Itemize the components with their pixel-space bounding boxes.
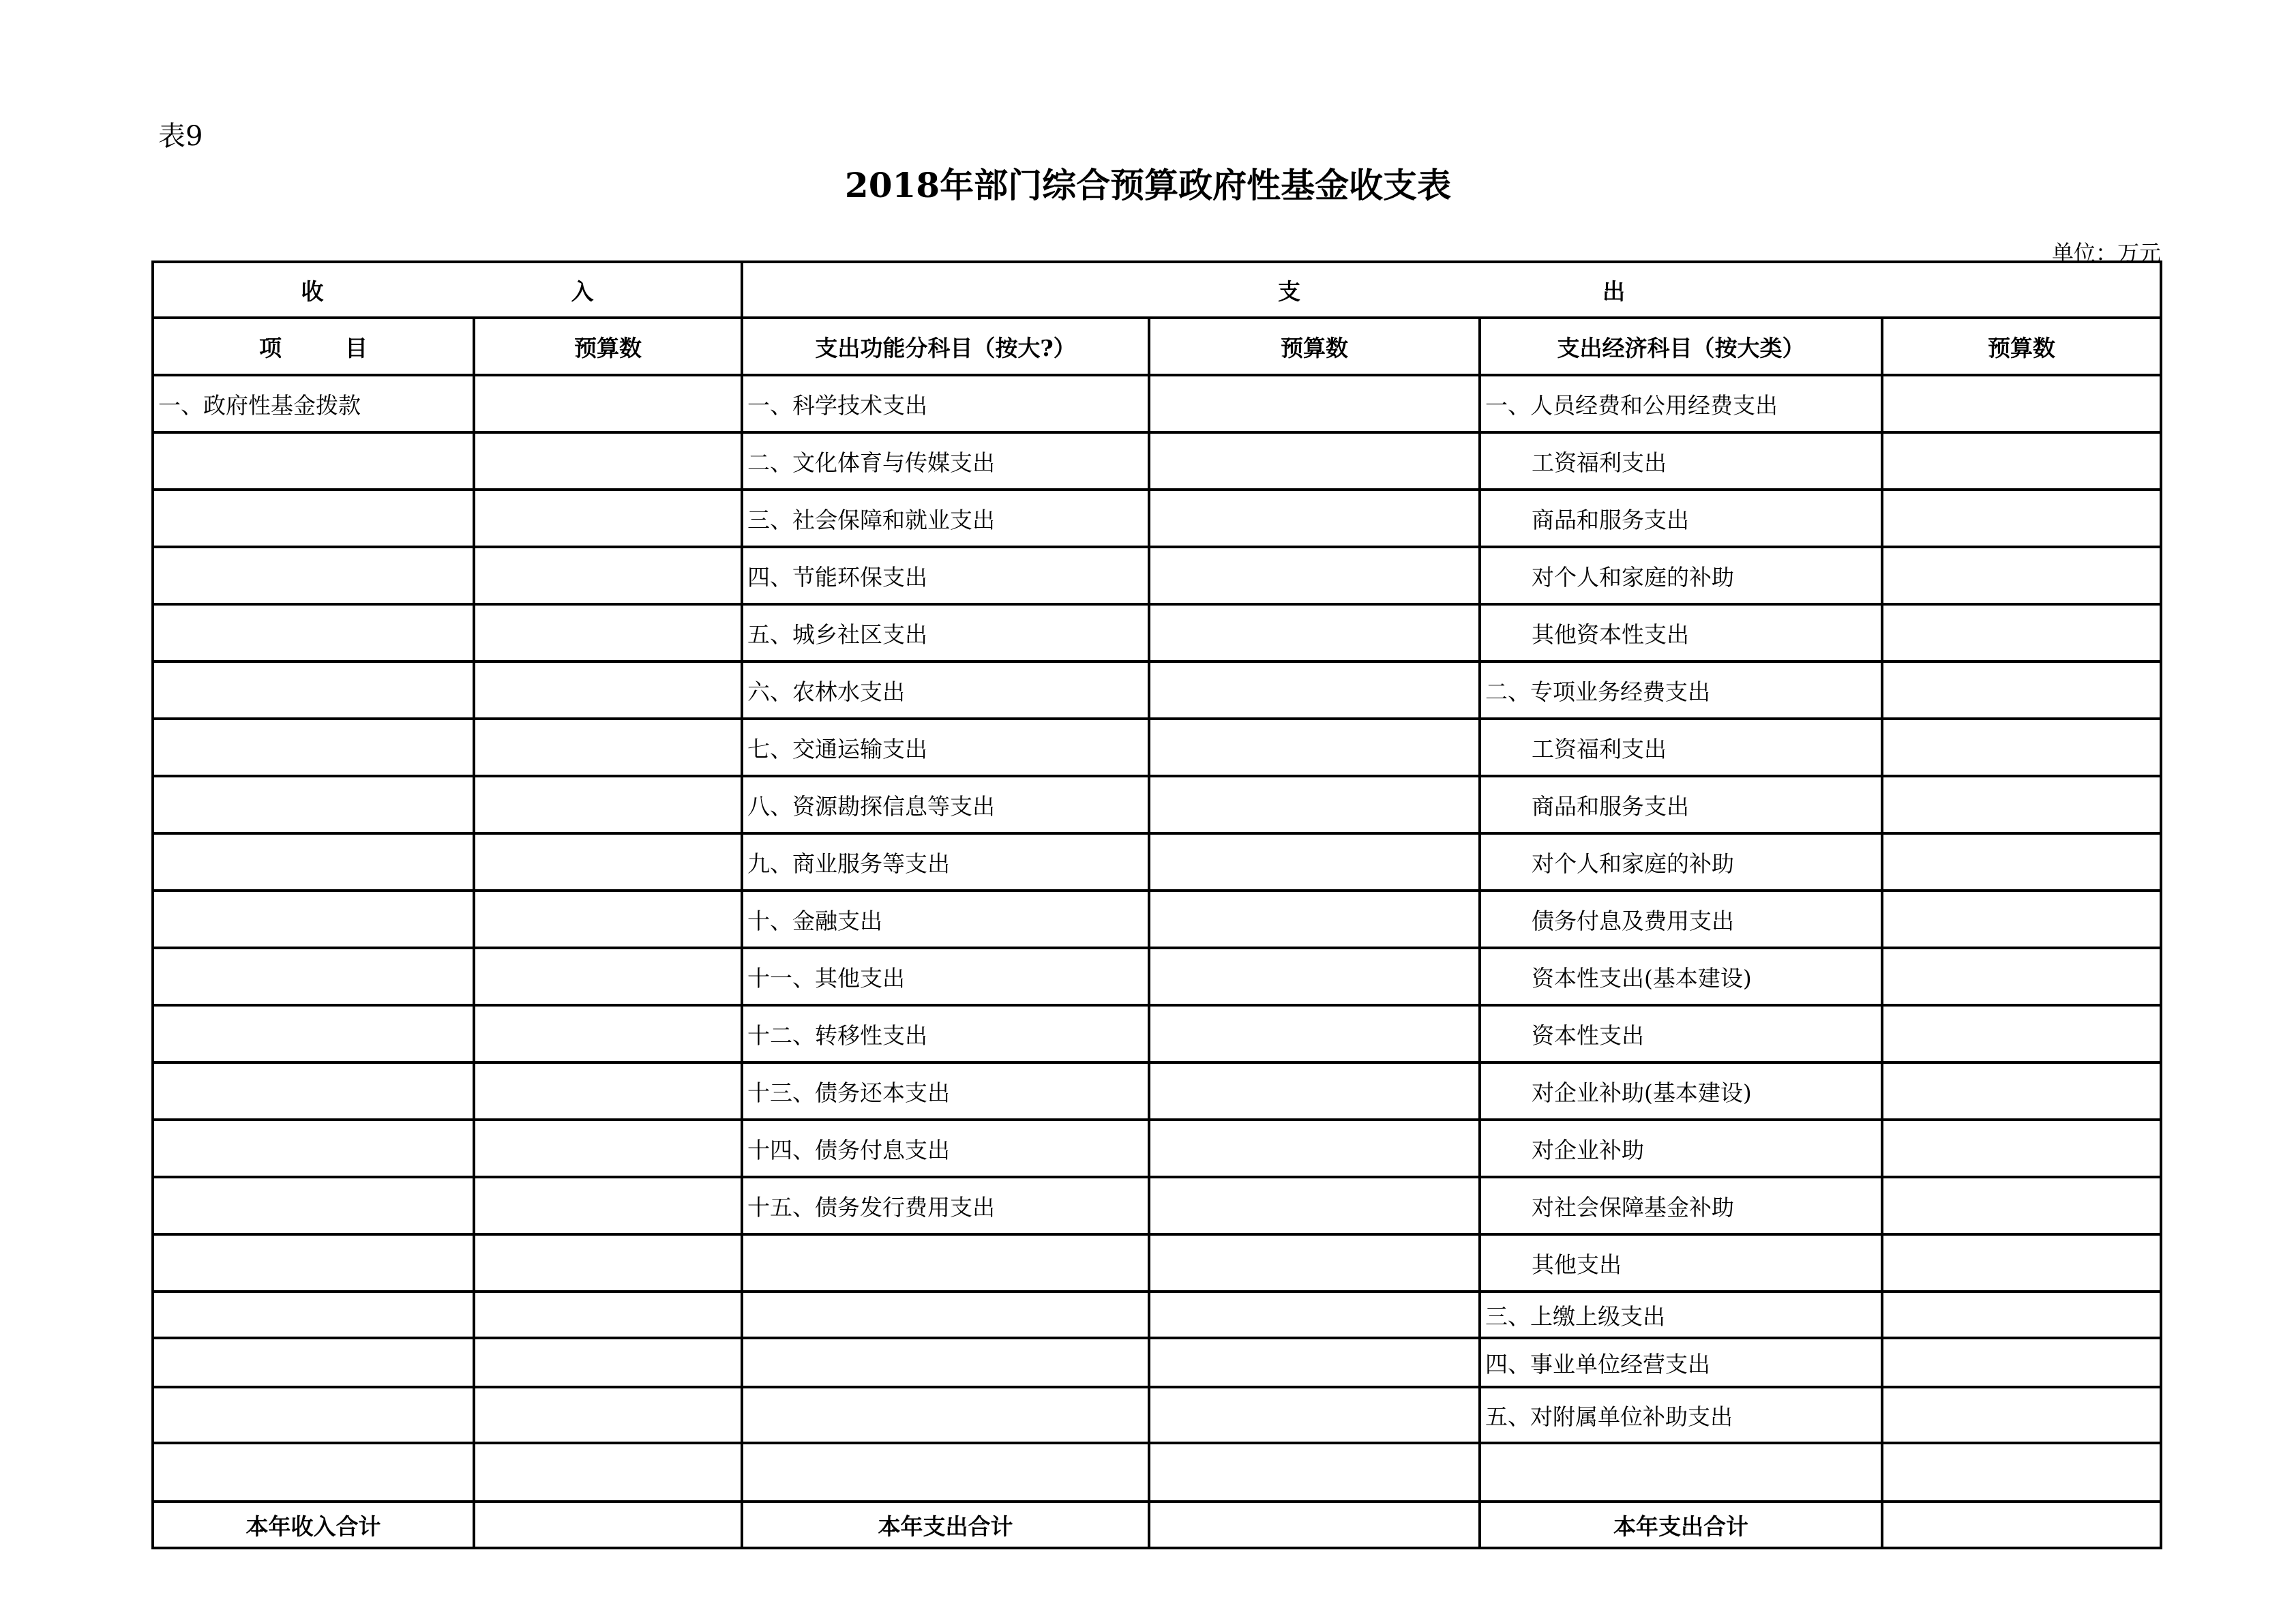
table-row (153, 604, 2161, 661)
table-row (153, 432, 2161, 490)
header-row-2 (153, 318, 2161, 375)
func-budget-cell (1149, 1292, 1480, 1338)
econ-total-label: 本年支出合计 (1480, 1502, 1882, 1548)
table-row (153, 547, 2161, 604)
func-budget-cell (1149, 547, 1480, 604)
table-row (153, 948, 2161, 1005)
table-row (153, 891, 2161, 948)
func-item-cell: 四、节能环保支出 (742, 547, 1149, 604)
income-budget-cell (474, 375, 742, 432)
econ-budget-cell (1882, 1120, 2161, 1177)
income-item-cell (153, 1234, 474, 1292)
table-row (153, 490, 2161, 547)
func-budget-cell (1149, 833, 1480, 891)
func-item-cell (742, 1443, 1149, 1502)
income-budget-cell (474, 948, 742, 1005)
col-header-func: 支出功能分科目（按大?） (742, 318, 1149, 375)
expense-header (742, 262, 2161, 318)
func-budget-cell (1149, 1177, 1480, 1234)
table-row (153, 1292, 2161, 1338)
econ-item-cell: 对企业补助 (1480, 1120, 1882, 1177)
income-item-cell (153, 1177, 474, 1234)
econ-budget-cell (1882, 1292, 2161, 1338)
econ-item-cell (1480, 1443, 1882, 1502)
table-row (153, 1387, 2161, 1443)
table-number: 表9 (158, 121, 203, 152)
econ-item-cell: 其他支出 (1480, 1234, 1882, 1292)
func-item-cell: 五、城乡社区支出 (742, 604, 1149, 661)
func-item-cell: 十五、债务发行费用支出 (742, 1177, 1149, 1234)
income-budget-cell (474, 891, 742, 948)
econ-item-cell: 对企业补助(基本建设) (1480, 1062, 1882, 1120)
income-item-cell (153, 1292, 474, 1338)
table-row (153, 375, 2161, 432)
econ-item-cell: 三、上缴上级支出 (1480, 1292, 1882, 1338)
func-total-label: 本年支出合计 (742, 1502, 1149, 1548)
econ-budget-cell (1882, 891, 2161, 948)
income-item-cell (153, 661, 474, 719)
econ-budget-cell (1882, 776, 2161, 833)
col-header-budget-2: 预算数 (1149, 318, 1480, 375)
income-item-cell (153, 1062, 474, 1120)
econ-budget-cell (1882, 604, 2161, 661)
col-header-budget-3: 预算数 (1882, 318, 2161, 375)
econ-budget-cell (1882, 1443, 2161, 1502)
econ-item-cell: 工资福利支出 (1480, 432, 1882, 490)
func-item-cell: 十二、转移性支出 (742, 1005, 1149, 1062)
econ-item-cell: 商品和服务支出 (1480, 490, 1882, 547)
func-budget-cell (1149, 490, 1480, 547)
func-budget-cell (1149, 604, 1480, 661)
func-item-cell: 六、农林水支出 (742, 661, 1149, 719)
func-item-cell: 七、交通运输支出 (742, 719, 1149, 776)
econ-item-cell: 其他资本性支出 (1480, 604, 1882, 661)
income-budget-cell (474, 1443, 742, 1502)
func-budget-cell (1149, 1120, 1480, 1177)
table-row (153, 719, 2161, 776)
func-item-cell (742, 1338, 1149, 1387)
func-budget-cell (1149, 1338, 1480, 1387)
func-budget-cell (1149, 948, 1480, 1005)
econ-budget-cell (1882, 1234, 2161, 1292)
income-budget-cell (474, 719, 742, 776)
col-header-item (153, 318, 474, 375)
income-header (153, 262, 742, 318)
income-item-cell: 一、政府性基金拨款 (153, 375, 474, 432)
table-row (153, 1062, 2161, 1120)
table-row (153, 1443, 2161, 1502)
income-item-cell (153, 604, 474, 661)
income-header-char-2: 入 (571, 278, 594, 305)
income-total-value (474, 1502, 742, 1548)
econ-budget-cell (1882, 375, 2161, 432)
income-item-cell (153, 547, 474, 604)
totals-row (153, 1502, 2161, 1548)
econ-item-cell: 二、专项业务经费支出 (1480, 661, 1882, 719)
income-budget-cell (474, 490, 742, 547)
income-budget-cell (474, 1387, 742, 1443)
income-item-cell (153, 1387, 474, 1443)
func-item-cell (742, 1234, 1149, 1292)
func-item-cell: 十一、其他支出 (742, 948, 1149, 1005)
income-budget-cell (474, 1005, 742, 1062)
func-budget-cell (1149, 776, 1480, 833)
func-item-cell: 一、科学技术支出 (742, 375, 1149, 432)
func-budget-cell (1149, 661, 1480, 719)
func-budget-cell (1149, 432, 1480, 490)
func-budget-cell (1149, 375, 1480, 432)
econ-budget-cell (1882, 1177, 2161, 1234)
econ-item-cell: 五、对附属单位补助支出 (1480, 1387, 1882, 1443)
income-budget-cell (474, 833, 742, 891)
func-item-cell: 三、社会保障和就业支出 (742, 490, 1149, 547)
income-budget-cell (474, 661, 742, 719)
func-budget-cell (1149, 719, 1480, 776)
econ-item-cell: 对个人和家庭的补助 (1480, 833, 1882, 891)
func-budget-cell (1149, 1443, 1480, 1502)
col-header-item-char-2: 目 (345, 334, 368, 361)
func-item-cell (742, 1292, 1149, 1338)
income-total-label: 本年收入合计 (153, 1502, 474, 1548)
econ-budget-cell (1882, 1062, 2161, 1120)
income-item-cell (153, 490, 474, 547)
func-budget-cell (1149, 1005, 1480, 1062)
func-budget-cell (1149, 891, 1480, 948)
econ-item-cell: 一、人员经费和公用经费支出 (1480, 375, 1882, 432)
econ-item-cell: 商品和服务支出 (1480, 776, 1882, 833)
header-row-1 (153, 262, 2161, 318)
table-row (153, 1005, 2161, 1062)
income-budget-cell (474, 432, 742, 490)
econ-budget-cell (1882, 547, 2161, 604)
expense-header-char-1: 支 (1278, 278, 1300, 305)
table-row (153, 1177, 2161, 1234)
func-total-value (1149, 1502, 1480, 1548)
col-header-econ: 支出经济科目（按大类） (1480, 318, 1882, 375)
income-item-cell (153, 833, 474, 891)
func-item-cell: 十四、债务付息支出 (742, 1120, 1149, 1177)
table-row (153, 1338, 2161, 1387)
income-budget-cell (474, 1338, 742, 1387)
income-header-char-1: 收 (301, 278, 324, 305)
income-item-cell (153, 1120, 474, 1177)
func-budget-cell (1149, 1062, 1480, 1120)
econ-budget-cell (1882, 490, 2161, 547)
func-item-cell (742, 1387, 1149, 1443)
col-header-item-char-1: 项 (259, 334, 282, 361)
income-budget-cell (474, 776, 742, 833)
income-budget-cell (474, 1120, 742, 1177)
econ-budget-cell (1882, 1387, 2161, 1443)
income-budget-cell (474, 1062, 742, 1120)
income-item-cell (153, 432, 474, 490)
func-budget-cell (1149, 1234, 1480, 1292)
func-item-cell: 十、金融支出 (742, 891, 1149, 948)
income-budget-cell (474, 1177, 742, 1234)
table-row (153, 661, 2161, 719)
func-budget-cell (1149, 1387, 1480, 1443)
econ-budget-cell (1882, 719, 2161, 776)
econ-budget-cell (1882, 432, 2161, 490)
func-item-cell: 二、文化体育与传媒支出 (742, 432, 1149, 490)
income-item-cell (153, 948, 474, 1005)
budget-table (151, 260, 2162, 1549)
econ-item-cell: 对个人和家庭的补助 (1480, 547, 1882, 604)
income-item-cell (153, 1338, 474, 1387)
income-budget-cell (474, 1292, 742, 1338)
table-row (153, 1234, 2161, 1292)
income-item-cell (153, 719, 474, 776)
econ-budget-cell (1882, 1005, 2161, 1062)
income-item-cell (153, 1443, 474, 1502)
econ-item-cell: 对社会保障基金补助 (1480, 1177, 1882, 1234)
econ-budget-cell (1882, 1338, 2161, 1387)
expense-header-char-2: 出 (1602, 278, 1625, 305)
econ-total-value (1882, 1502, 2161, 1548)
income-budget-cell (474, 547, 742, 604)
page-title: 2018年部门综合预算政府性基金收支表 (844, 165, 1452, 205)
econ-item-cell: 工资福利支出 (1480, 719, 1882, 776)
income-item-cell (153, 776, 474, 833)
table-row (153, 776, 2161, 833)
econ-budget-cell (1882, 833, 2161, 891)
func-item-cell: 八、资源勘探信息等支出 (742, 776, 1149, 833)
econ-item-cell: 债务付息及费用支出 (1480, 891, 1882, 948)
econ-budget-cell (1882, 948, 2161, 1005)
econ-budget-cell (1882, 661, 2161, 719)
unit-label: 单位：万元 (2051, 240, 2161, 266)
income-budget-cell (474, 1234, 742, 1292)
func-item-cell: 九、商业服务等支出 (742, 833, 1149, 891)
income-item-cell (153, 891, 474, 948)
income-budget-cell (474, 604, 742, 661)
econ-item-cell: 四、事业单位经营支出 (1480, 1338, 1882, 1387)
econ-item-cell: 资本性支出 (1480, 1005, 1882, 1062)
func-item-cell: 十三、债务还本支出 (742, 1062, 1149, 1120)
income-item-cell (153, 1005, 474, 1062)
econ-item-cell: 资本性支出(基本建设) (1480, 948, 1882, 1005)
table-row (153, 833, 2161, 891)
table-row (153, 1120, 2161, 1177)
col-header-budget: 预算数 (474, 318, 742, 375)
